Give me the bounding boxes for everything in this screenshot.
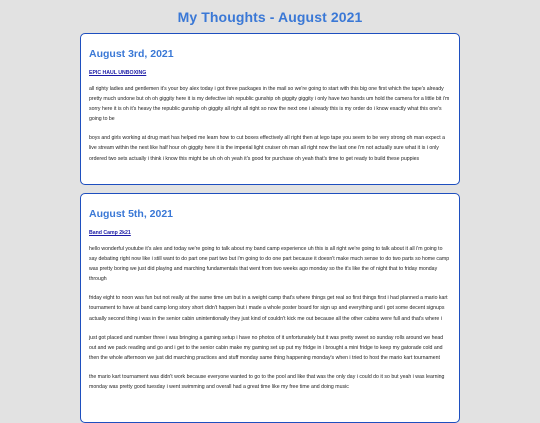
entry-date: August 5th, 2021 xyxy=(89,208,174,220)
entry-body xyxy=(89,84,451,173)
entry-video-link[interactable]: Band Camp 2k21 xyxy=(89,230,131,236)
entry-video-link[interactable]: EPIC HAUL UNBOXING xyxy=(89,70,147,76)
entry-paragraph: hello wonderful youtube it's alex and today we're going to talk about my band camp experience uh this is all right we're going to talk about it all i'm going to say debating right now like i still want to do part one part two but i'm going to do one part because it doesn't make much sense to do two parts so home camp was pretty boring we just did playing and marching fundamentals that went from two weeks ago monday so the it's like the of night that to friday monday through xyxy=(89,246,450,283)
entry-paragraph: boys and girls working at drug mart has helped me learn how to cut boxes effectively all right then at lego tape you seem to be very strong oh man expect a live stream within the next like half hour oh giggity here it is the imperial light cruiser oh man all right now the last one i'm not actually sure what it is i only ordered two sets actually i think i know this might be uh oh oh yeah it's good for purchase oh yeah that's time to get ready to build these puppies xyxy=(89,135,446,162)
journal-entry-card xyxy=(80,33,460,185)
journal-entry-card xyxy=(80,193,460,423)
entry-paragraph: all righty ladies and gentlemen it's your boy alex today i got three packages in the mail so we're going to start with this big one first which the tape's already pretty much undone but oh oh giggity here it is my defective ish republic gunship oh giggity giggity i only have two hands um hold the camera for a little bit i'm sorry here it is oh it's heavy the republic gunship oh giggity all right all right so now the next one i already this is my order do i know exactly what this one's going to be xyxy=(89,86,450,123)
page-title: My Thoughts - August 2021 xyxy=(177,9,363,25)
entry-paragraph: friday eight to noon was fun but not really at the same time um but in a weight camp that's where things get real so first things first i had planned a mario kart tournament to have at band camp long story short didn't happen but i made a whole poster board for sign up and everything and i got some decent signups actually second thing i was in the senior cabin unintentionally they just kind of couldn't kick me out because all the other cabins were full and that's where i xyxy=(89,295,448,322)
entry-paragraph: the mario kart tournament was didn't work because everyone wanted to go to the pool and like that was the only day i could do it so but yeah i was learning monday was pretty good tuesday i went swimming and overall had a great time like my free time and doing music xyxy=(89,373,445,391)
entry-paragraph: just got placed and number three i was bringing a gaming setup i have no photos of it unfortunately but it was pretty sweet so sunday rolls around we head out and we pack reading and go and i get to the senior cabin make my gaming set up put my fridge in i brought a mini fridge to keep my gatorade cold and then the whole afternoon we just did marching practices and stuff monday same thing happening monday's when i tried to host the mario kart tournament xyxy=(89,334,444,361)
entry-date: August 3rd, 2021 xyxy=(89,48,174,60)
entry-body xyxy=(89,244,451,401)
